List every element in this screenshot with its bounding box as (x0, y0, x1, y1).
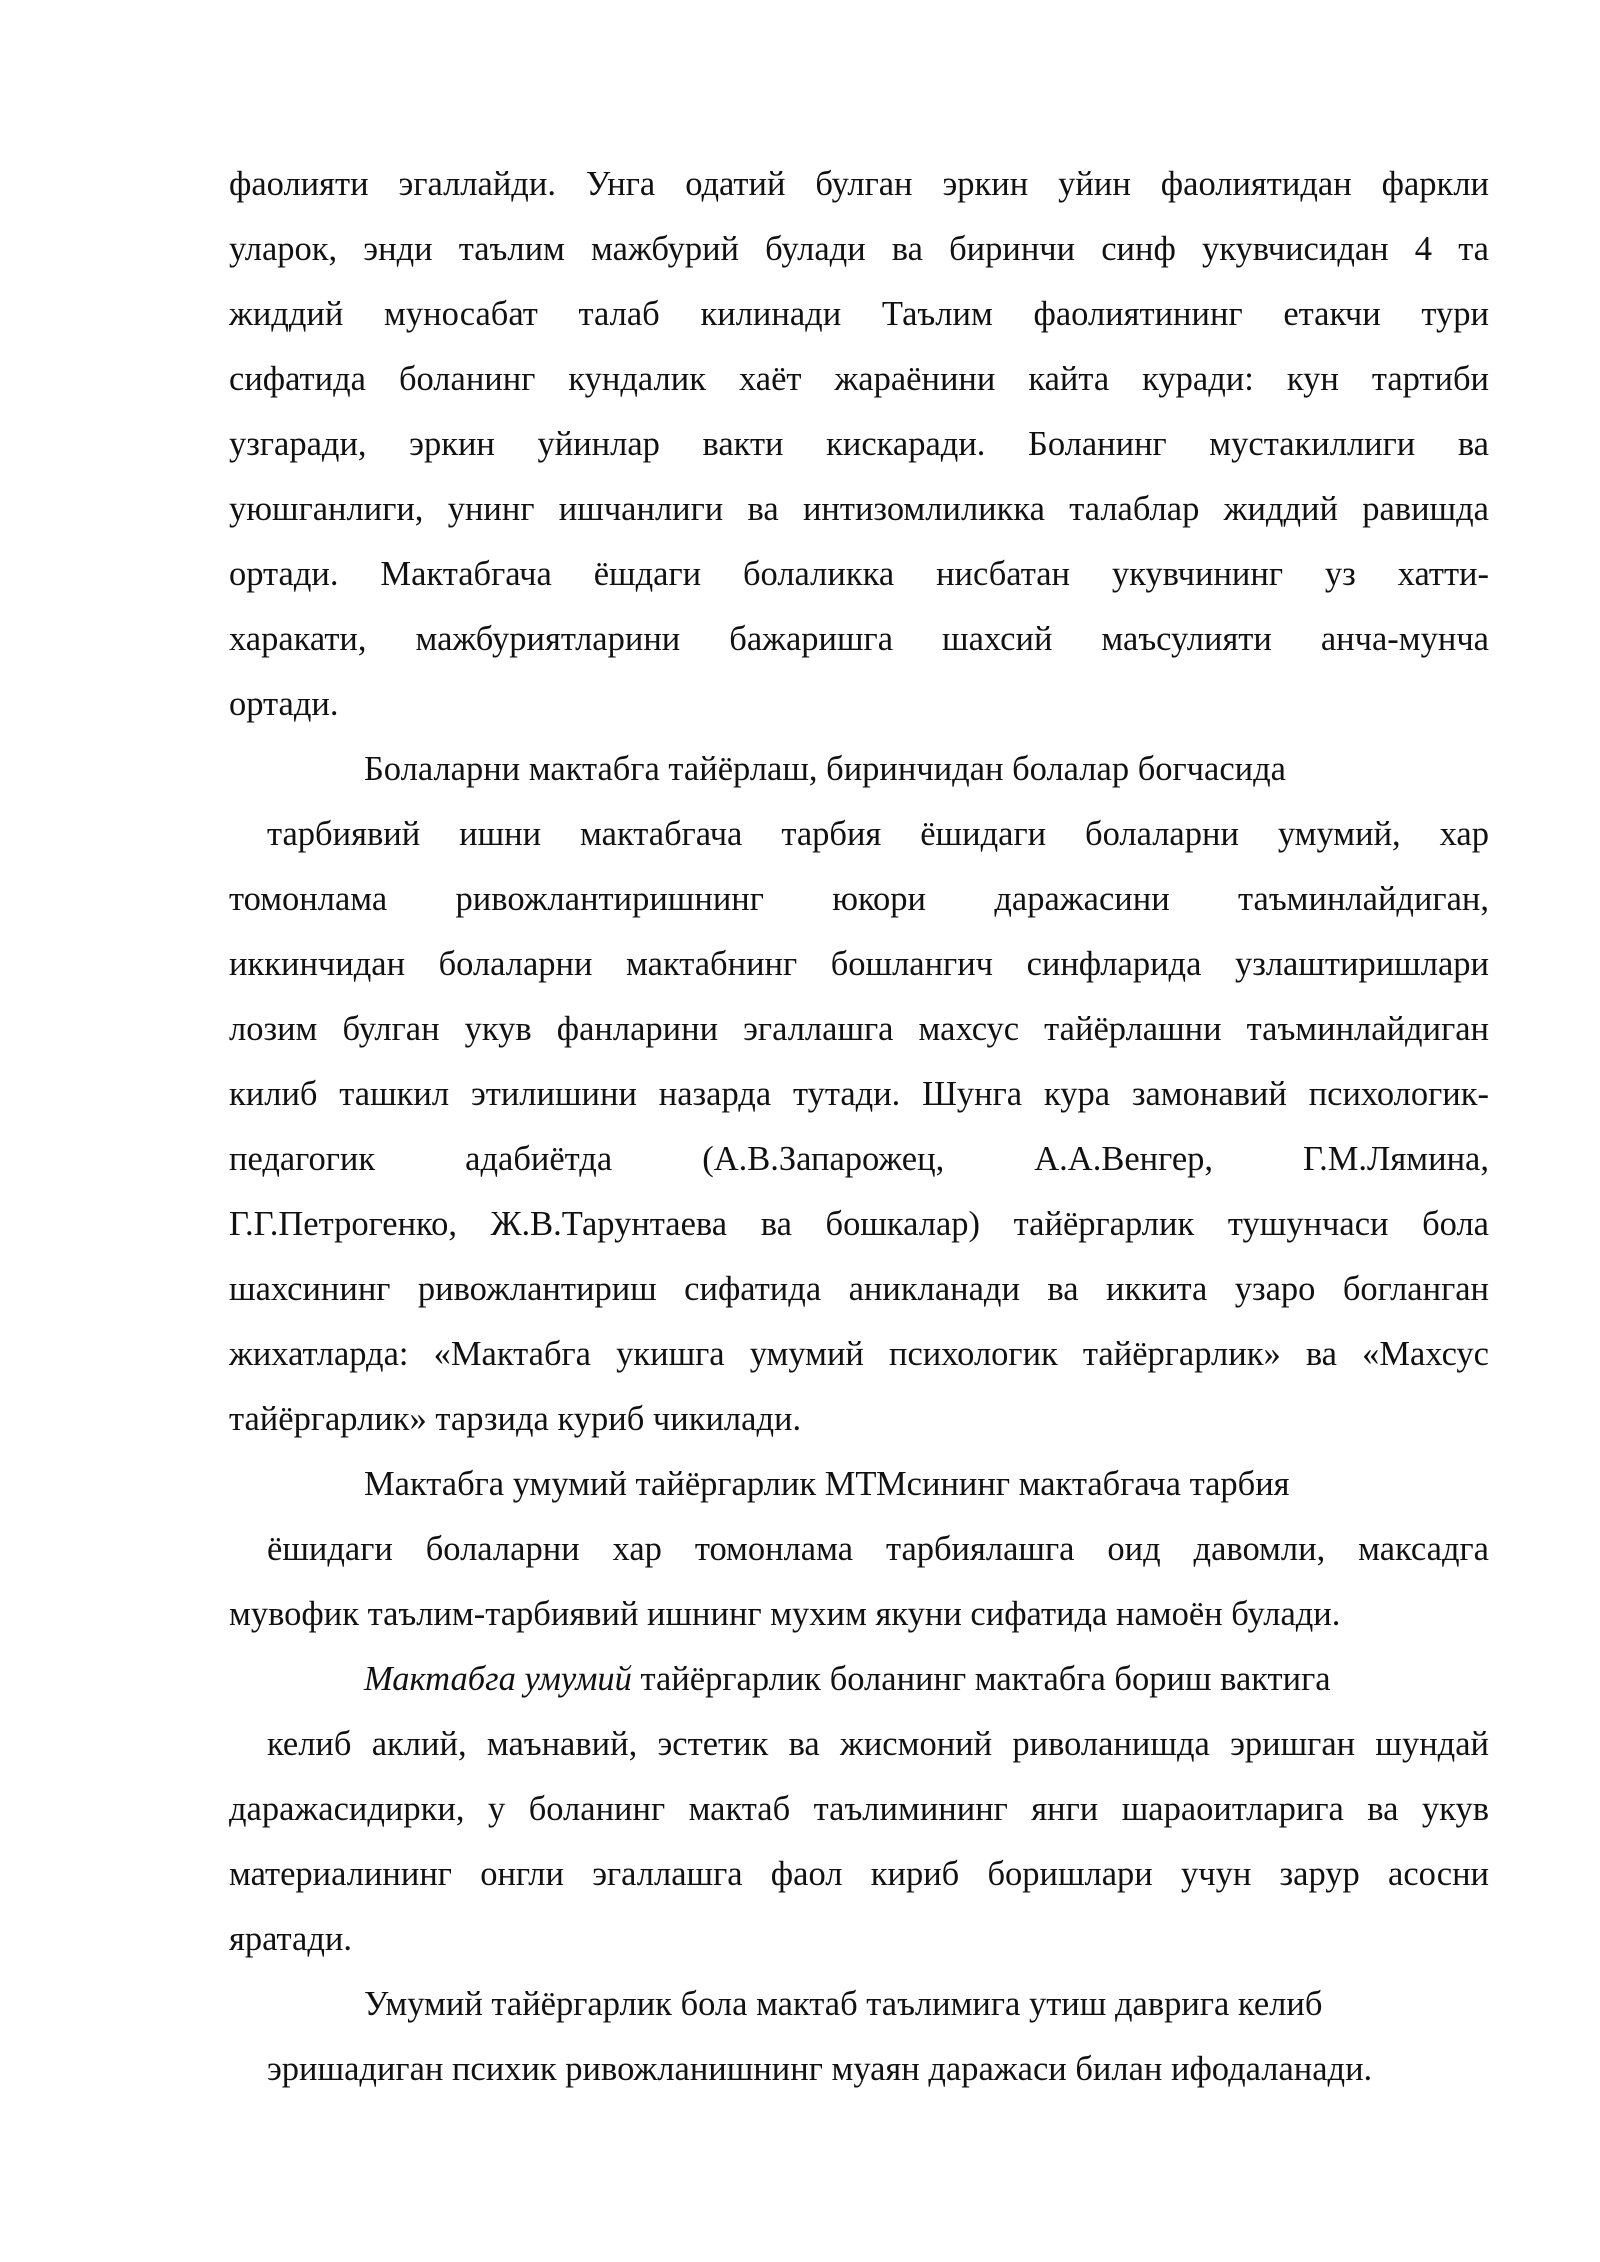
text-line: фаолияти эгаллайди. Унга одатий булган эркин уйин фаолиятидан фаркли (229, 165, 1489, 203)
text-line: жиддий муносабат талаб килинади Таълим фаолиятининг етакчи тури (229, 295, 1489, 333)
body-text (229, 152, 1489, 2102)
text-line: уларок, энди таълим мажбурий булади ва биринчи синф укувчисидан 4 та (229, 230, 1489, 268)
text-span: тайёргарлик боланинг мактабга бориш вактига (631, 1660, 1331, 1698)
text-line: тарбиявий ишни мактабгача тарбия ёшидаги болаларни умумий, хар (267, 815, 1489, 853)
text-line: иккинчидан болаларни мактабнинг бошлангич синфларида узлаштиришлари (229, 945, 1489, 983)
text-line: материалининг онгли эгаллашга фаол кириб боришлари учун зарур асосни (229, 1855, 1489, 1893)
text-line: жихатларда: «Мактабга укишга умумий психологик тайёргарлик» ва «Махсус (229, 1335, 1489, 1373)
italic-term: Мактабга умумий (364, 1660, 632, 1698)
text-line: тайёргарлик» тарзида куриб чикилади. (229, 1400, 802, 1438)
text-line: ёшидаги болаларни хар томонлама тарбиялашга оид давомли, максадга (267, 1530, 1489, 1568)
text-line: ортади. (229, 685, 339, 723)
text-line: килиб ташкил этилишини назарда тутади. Шунга кура замонавий психологик- (229, 1075, 1489, 1113)
paragraph-first-line (229, 1647, 1489, 1712)
paragraph-first-line: Умумий тайёргарлик бола мактаб таълимига утиш даврига келиб (364, 1985, 1323, 2023)
text-line: томонлама ривожлантиришнинг юкори даражасини таъминлайдиган, (229, 880, 1489, 918)
text-line: лозим булган укув фанларини эгаллашга махсус тайёрлашни таъминлайдиган (229, 1010, 1489, 1048)
text-line: мувофик таълим-тарбиявий ишнинг мухим якуни сифатида намоён булади. (229, 1595, 1341, 1633)
text-line: даражасидирки, у боланинг мактаб таълимининг янги шараоитларига ва укув (229, 1790, 1489, 1828)
text-line: шахсининг ривожлантириш сифатида аникланади ва иккита узаро богланган (229, 1270, 1489, 1308)
text-line: педагогик адабиётда (А.В.Запарожец, А.А.Венгер, Г.М.Лямина, (229, 1140, 1489, 1178)
text-line: келиб аклий, маънавий, эстетик ва жисмоний риволанишда эришган шундай (267, 1725, 1489, 1763)
text-line: ортади. Мактабгача ёшдаги болаликка нисбатан укувчининг уз хатти- (229, 555, 1489, 593)
text-line: яратади. (229, 1920, 352, 1958)
text-line: уюшганлиги, унинг ишчанлиги ва интизомлиликка талаблар жиддий равишда (229, 490, 1489, 528)
paragraph-first-line: Мактабга умумий тайёргарлик МТМсининг мактабгача тарбия (364, 1465, 1290, 1503)
paragraph-first-line: Болаларни мактабга тайёрлаш, биринчидан болалар богчасида (364, 750, 1286, 788)
text-line: эришадиган психик ривожланишнинг муаян даражаси билан ифодаланади. (267, 2050, 1373, 2088)
text-line: харакати, мажбуриятларини бажаришга шахсий маъсулияти анча-мунча (229, 620, 1489, 658)
text-line: узгаради, эркин уйинлар вакти кискаради. Боланинг мустакиллиги ва (229, 425, 1489, 463)
text-line: Г.Г.Петрогенко, Ж.В.Тарунтаева ва бошкалар) тайёргарлик тушунчаси бола (229, 1205, 1489, 1243)
text-line: сифатида боланинг кундалик хаёт жараёнини кайта куради: кун тартиби (229, 360, 1489, 398)
